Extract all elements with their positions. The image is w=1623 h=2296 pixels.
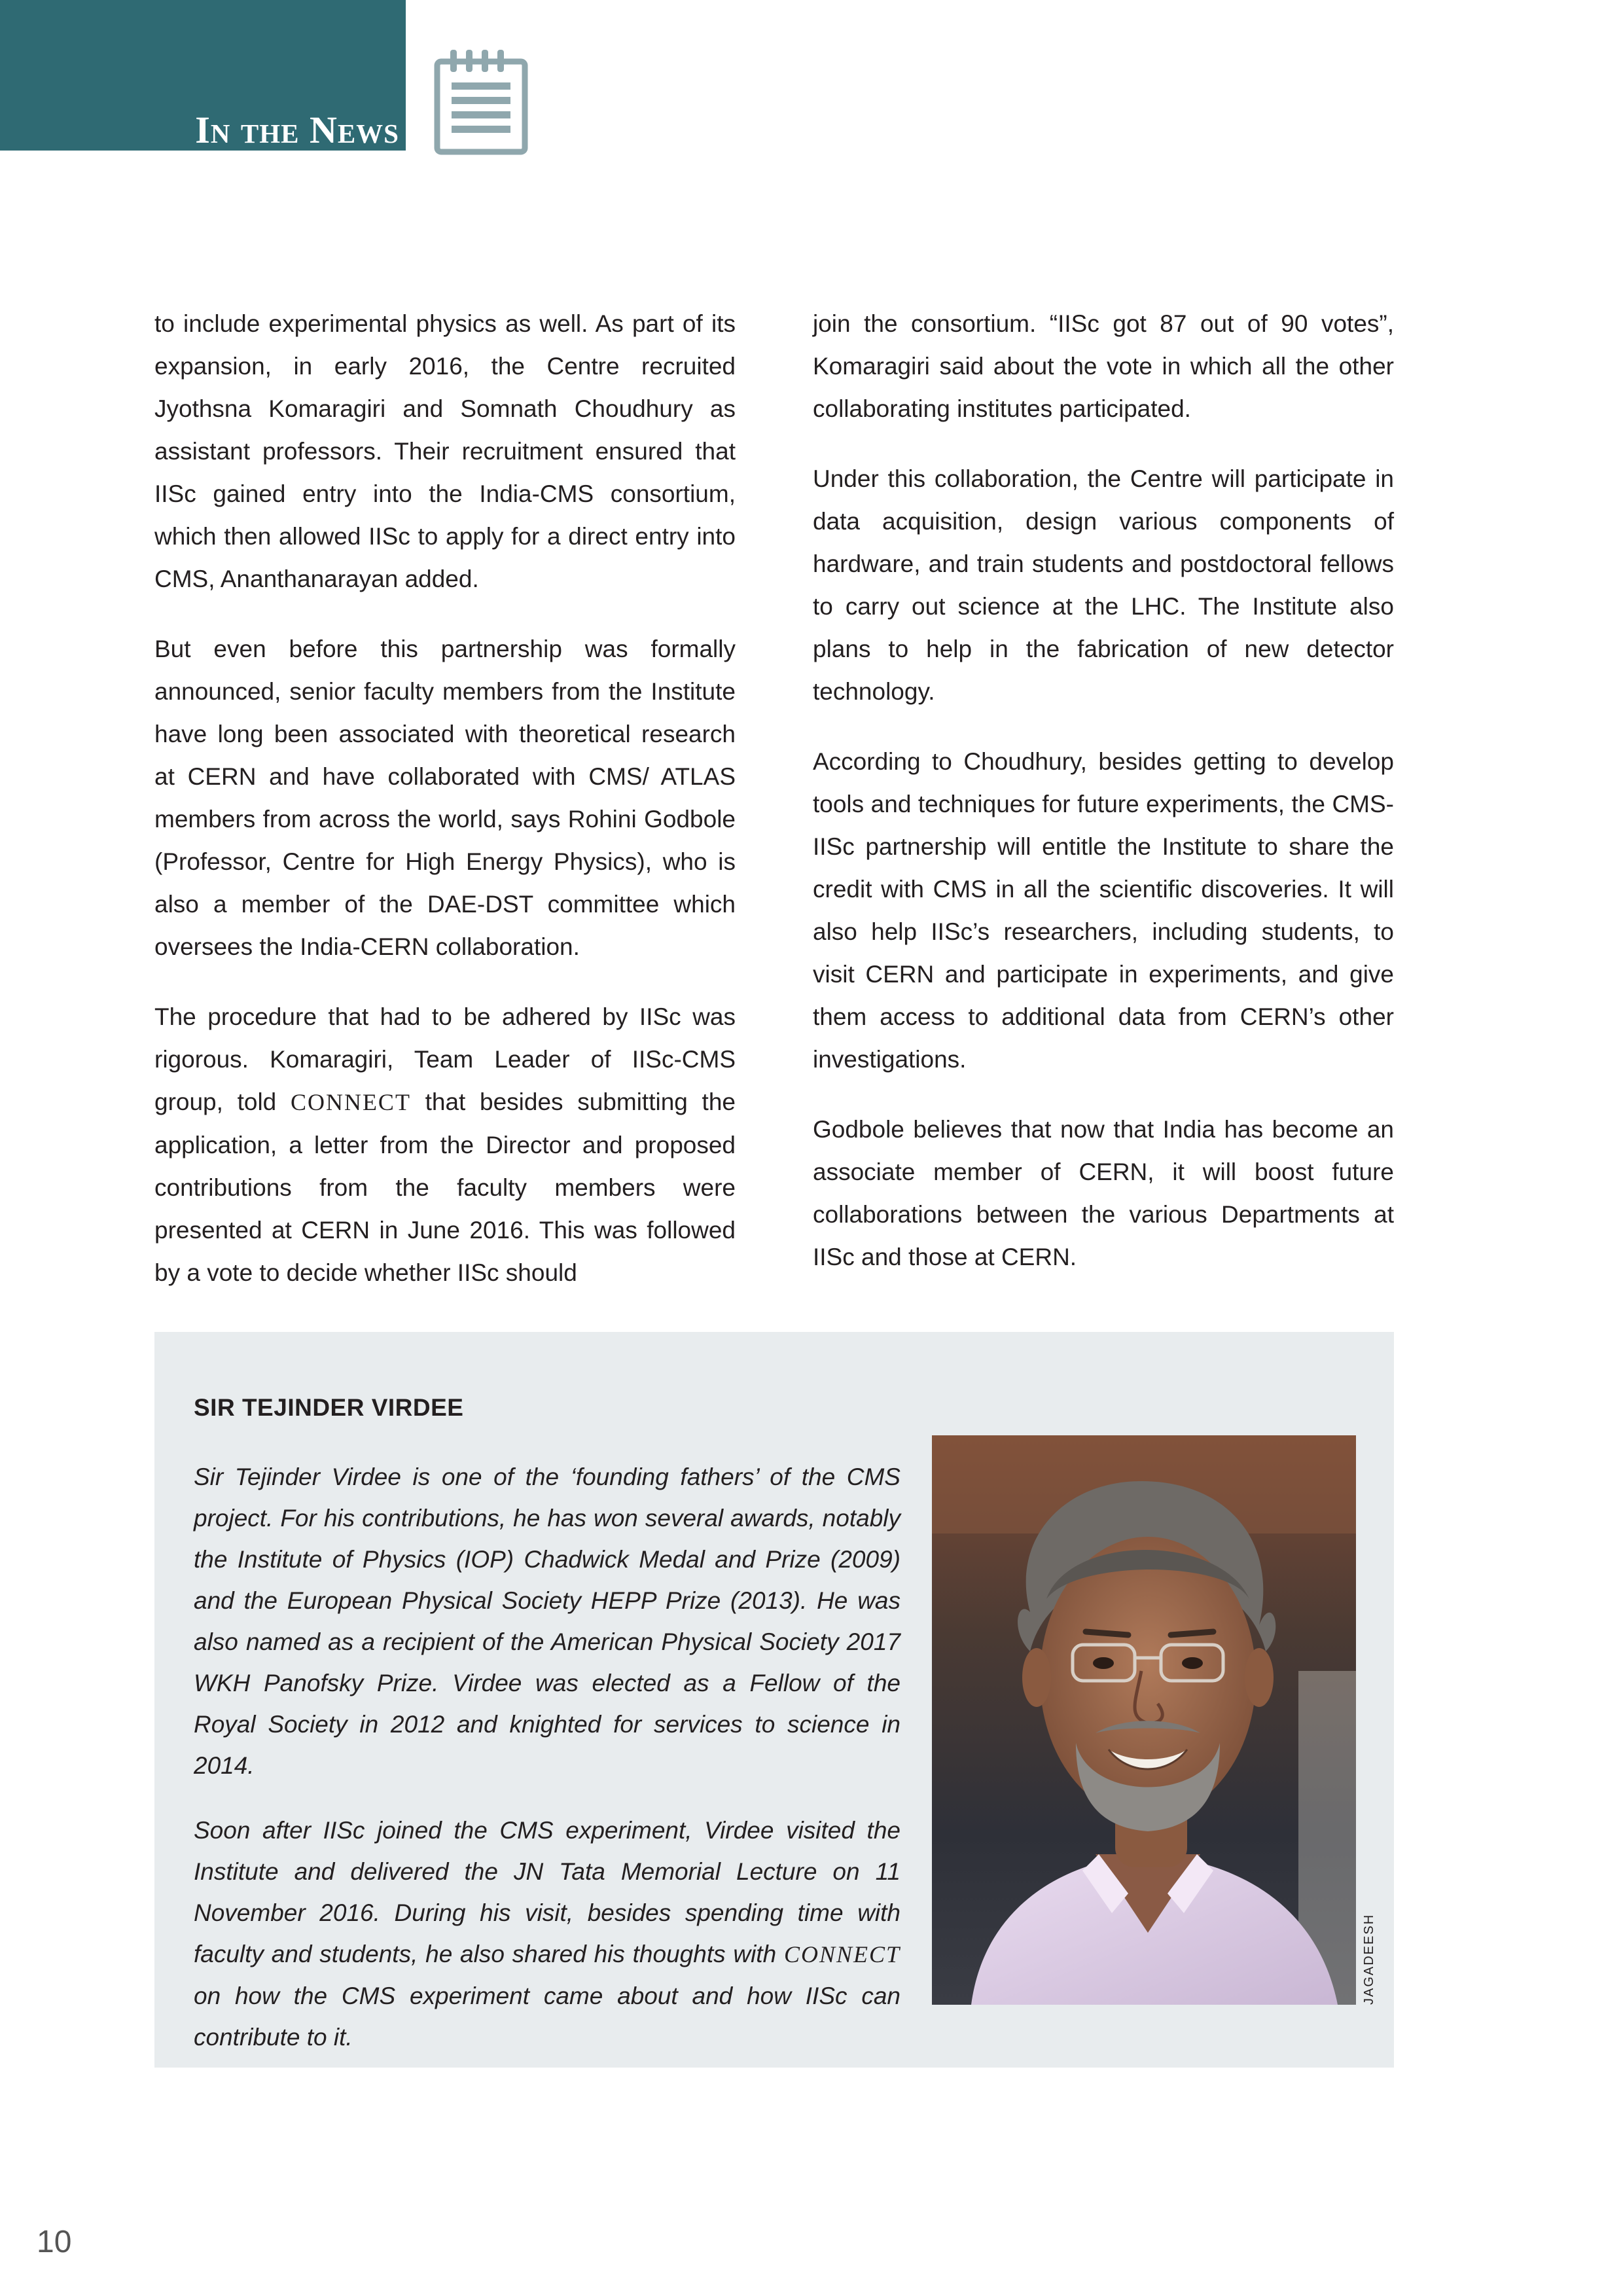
photo-credit: JAGADEESH (1362, 1913, 1376, 2005)
article-paragraph: But even before this partnership was formally announced, senior faculty members from the Institute have long been associated with theoretical research at CERN and have collaborated with CMS/ ATLAS members from across the world, says Rohini Godbole (Professor, Centre for High Energy Physics), who is also a member of the DAE-DST committee which oversees the India-CERN collaboration. (154, 636, 736, 960)
notepad-icon (432, 47, 530, 155)
connect-magazine-name: CONNECT (290, 1089, 411, 1115)
section-title: In the News (195, 109, 399, 151)
section-header-band (0, 0, 406, 151)
connect-magazine-name: CONNECT (783, 1941, 901, 1967)
article-paragraph: According to Choudhury, besides getting to develop tools and techniques for future experiments, the CMS-IISc partnership will entitle the Institute to share the credit with CMS in all the scientific discoveries. It will also help IISc’s researchers, including students, to visit CERN and participate in experiments, and give them access to additional data from CERN’s other investigations. (813, 748, 1394, 1073)
portrait-photo (932, 1435, 1356, 2005)
article-paragraph: Godbole believes that now that India has become an associate member of CERN, it will boost future collaborations between the various Departments at IISc and those at CERN. (813, 1116, 1394, 1270)
article-paragraph: to include experimental physics as well. As part of its expansion, in early 2016, the Centre recruited Jyothsna Komaragiri and Somnath Choudhury as assistant professors. Their recruitment ensured that IISc gained entry into the India-CMS consortium, which then allowed IISc to apply for a direct entry into CMS, Ananthanarayan added. (154, 310, 736, 592)
article-paragraph: The procedure that had to be adhered by IISc was rigorous. Komaragiri, Team Leader of IISc-CMS group, told CONNECT that besides submitting the application, a letter from the Director and proposed contributions from the faculty members were presented at CERN in June 2016. This was followed by a vote to decide whether IISc should (154, 1003, 736, 1286)
sidebar-paragraph: Soon after IISc joined the CMS experiment, Virdee visited the Institute and delivered the JN Tata Memorial Lecture on 11 November 2016. During his visit, besides spending time with faculty and students, he also shared his thoughts with CONNECT on how the CMS experiment came about and how IISc can contribute to it. (194, 1817, 901, 2051)
article-paragraph: join the consortium. “IISc got 87 out of 90 votes”, Komaragiri said about the vote in which all the other collaborating institutes participated. (813, 310, 1394, 422)
page-number: 10 (37, 2225, 72, 2259)
sidebar-heading: SIR TEJINDER VIRDEE (194, 1394, 464, 1421)
article-paragraph: Under this collaboration, the Centre will participate in data acquisition, design various components of hardware, and train students and postdoctoral fellows to carry out science at the LHC. The Institute also plans to help in the fabrication of new detector technology. (813, 465, 1394, 705)
sidebar-paragraph: Sir Tejinder Virdee is one of the ‘founding fathers’ of the CMS project. For his contributions, he has won several awards, notably the Institute of Physics (IOP) Chadwick Medal and Prize (2009) and the European Physical Society HEPP Prize (2013). He was also named as a recipient of the American Physical Society 2017 WKH Panofsky Prize. Virdee was elected as a Fellow of the Royal Society in 2012 and knighted for services to science in 2014. (194, 1463, 901, 1779)
article-right-column (813, 302, 1394, 1306)
profile-sidebar (154, 1332, 1394, 2068)
article-left-column (154, 302, 736, 1321)
sidebar-body (194, 1456, 901, 2081)
